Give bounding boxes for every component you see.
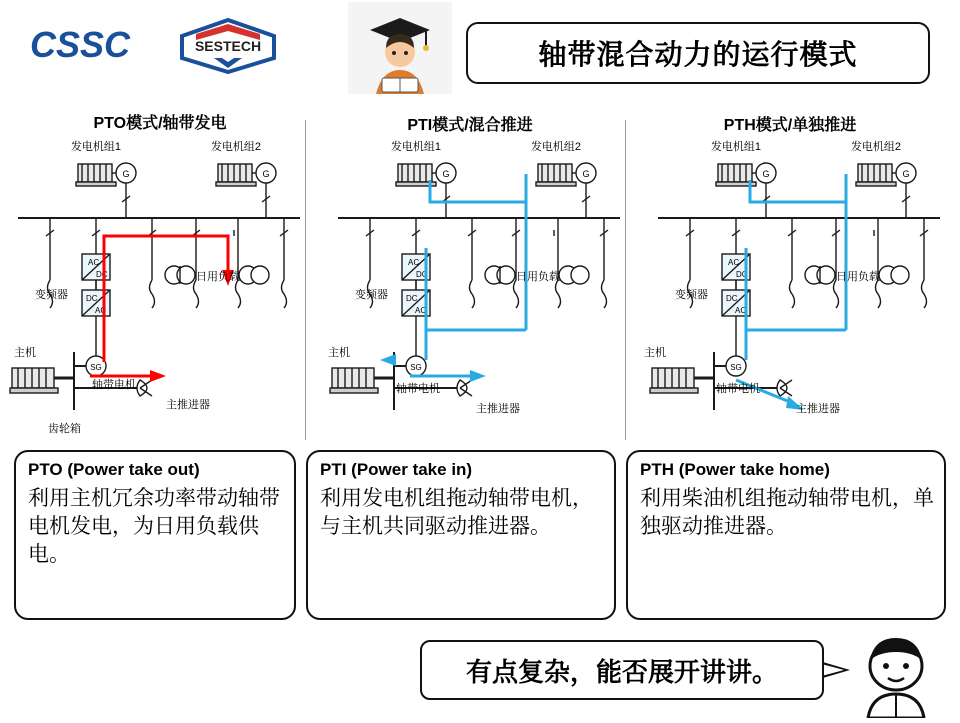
svg-text:变频器: 变频器 [35,289,68,301]
caption-box-pth [626,450,946,620]
caption-body-pth: 利用柴油机组拖动轴带电机，单独驱动推进器。 [640,486,934,539]
svg-text:G: G [762,169,770,179]
svg-text:发电机组2: 发电机组2 [530,141,582,153]
svg-text:G: G [262,169,270,179]
svg-text:G: G [122,169,130,179]
caption-head-pth: PTH (Power take home) [640,460,830,479]
svg-text:DC: DC [726,294,738,303]
svg-text:CSSC: CSSC [30,24,131,65]
svg-text:SESTECH: SESTECH [194,38,262,54]
sestech-logo [178,18,278,74]
page-title: 轴带混合动力的运行模式 [538,39,858,70]
svg-text:主机: 主机 [644,347,666,359]
caption-head-pti: PTI (Power take in) [320,460,473,479]
svg-text:齿轮箱: 齿轮箱 [48,423,81,435]
svg-text:SG: SG [410,363,422,372]
panel-title-pto: PTO模式/轴带发电 [93,115,227,132]
svg-text:AC: AC [88,258,100,267]
svg-text:AC: AC [728,258,740,267]
svg-text:AC: AC [415,306,427,315]
svg-text:主推进器: 主推进器 [166,399,210,411]
slide-title-box [466,22,930,84]
caption-box-pti [306,450,616,620]
svg-text:日用负载: 日用负载 [516,271,560,283]
graduate-student-avatar [348,2,452,94]
svg-text:AC: AC [408,258,420,267]
svg-text:主推进器: 主推进器 [796,403,840,415]
speech-bubble-text: 有点复杂，能否展开讲讲。 [465,656,778,687]
svg-text:AC: AC [735,306,747,315]
svg-text:轴带电机: 轴带电机 [396,383,440,395]
svg-text:发电机组1: 发电机组1 [710,141,762,153]
svg-text:变频器: 变频器 [355,289,388,301]
svg-text:日用负载: 日用负载 [196,271,240,283]
caption-box-pto [14,450,296,620]
svg-text:轴带电机: 轴带电机 [716,383,760,395]
svg-text:主机: 主机 [14,347,36,359]
svg-text:发电机组2: 发电机组2 [850,141,902,153]
svg-text:DC: DC [406,294,418,303]
cartoon-person-icon [852,636,948,718]
svg-text:发电机组1: 发电机组1 [70,141,122,153]
caption-head-pto: PTO (Power take out) [28,460,200,479]
panel-title-pti: PTI模式/混合推进 [407,117,533,134]
diagram-pti [320,130,630,450]
svg-text:轴带电机: 轴带电机 [92,379,136,391]
svg-text:DC: DC [86,294,98,303]
svg-text:DC: DC [96,270,108,279]
caption-body-pti: 利用发电机组拖动轴带电机，与主机共同驱动推进器。 [320,486,593,539]
svg-text:G: G [902,169,910,179]
svg-text:G: G [442,169,450,179]
svg-text:主推进器: 主推进器 [476,403,520,415]
svg-text:G: G [582,169,590,179]
svg-text:SG: SG [90,363,102,372]
svg-text:DC: DC [736,270,748,279]
diagram-pto [0,130,310,450]
caption-body-pto: 利用主机冗余功率带动轴带电机发电，为日用负载供电。 [28,486,280,567]
diagram-pth [640,130,950,450]
svg-text:AC: AC [95,306,107,315]
svg-text:主机: 主机 [328,347,350,359]
svg-text:发电机组2: 发电机组2 [210,141,262,153]
svg-text:发电机组1: 发电机组1 [390,141,442,153]
svg-text:DC: DC [416,270,428,279]
speech-bubble [420,640,824,700]
svg-text:变频器: 变频器 [675,289,708,301]
panel-title-pth: PTH模式/单独推进 [723,117,857,134]
cssc-logo [30,24,170,66]
svg-text:日用负载: 日用负载 [836,271,880,283]
svg-text:SG: SG [730,363,742,372]
